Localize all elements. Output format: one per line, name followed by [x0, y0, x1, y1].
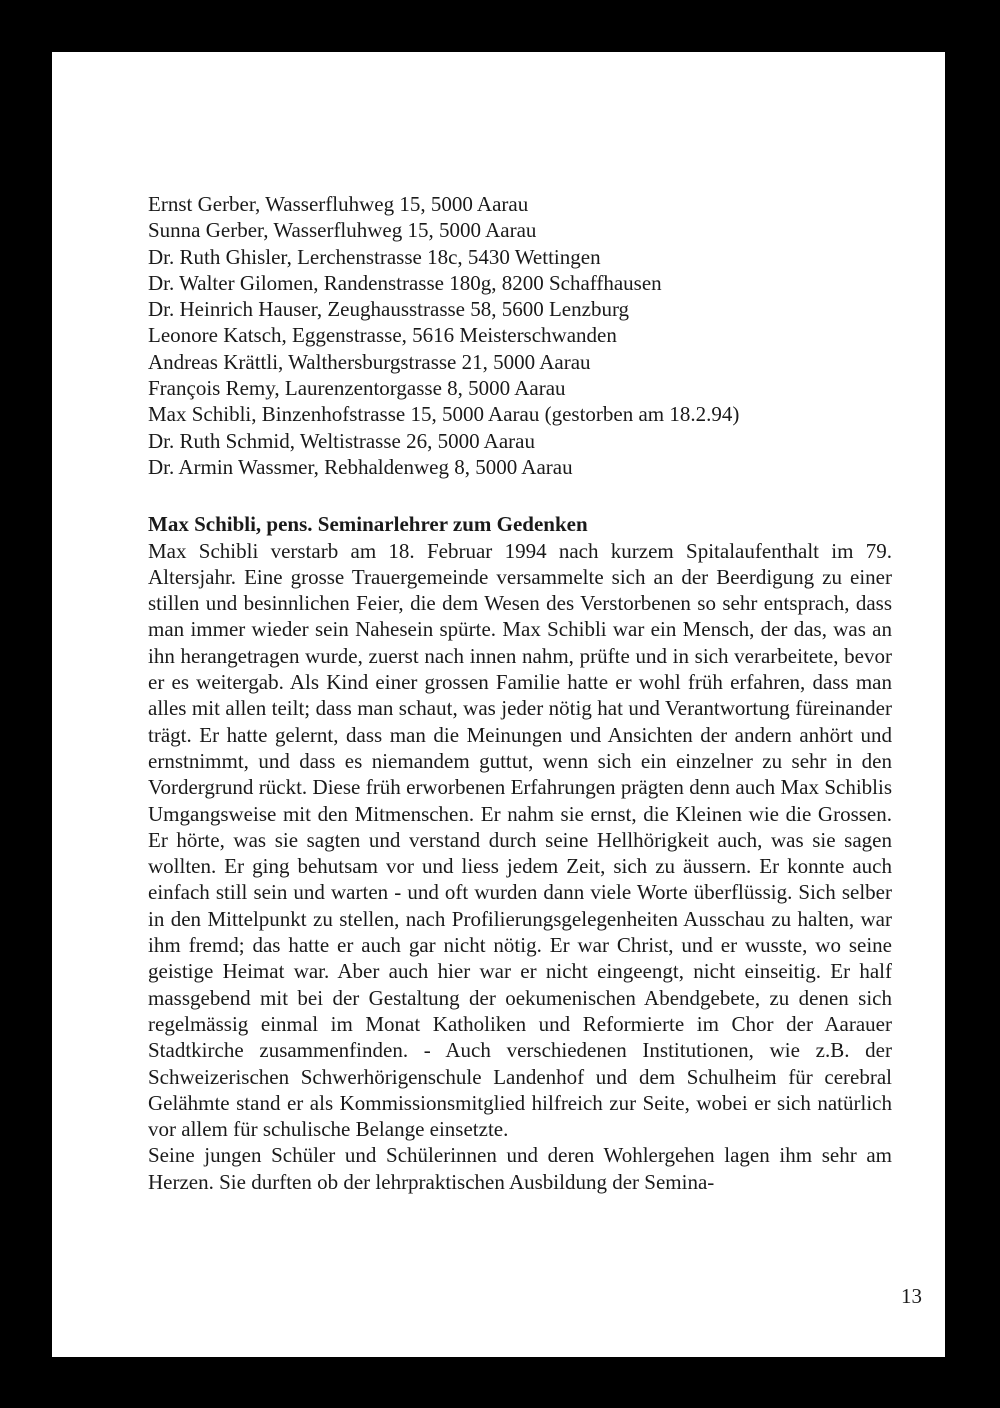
address-line: Max Schibli, Binzenhofstrasse 15, 5000 Aarau (gestorben am 18.2.94) — [148, 402, 740, 427]
address-line: Sunna Gerber, Wasserfluhweg 15, 5000 Aarau — [148, 218, 537, 243]
address-line: Ernst Gerber, Wasserfluhweg 15, 5000 Aarau — [148, 192, 529, 216]
article-body — [148, 538, 892, 1195]
address-line: Leonore Katsch, Eggenstrasse, 5616 Meisterschwanden — [148, 323, 617, 348]
address-line: Dr. Ruth Ghisler, Lerchenstrasse 18c, 5430 Wettingen — [148, 244, 601, 269]
address-line: Dr. Armin Wassmer, Rebhaldenweg 8, 5000 Aarau — [148, 454, 573, 479]
address-line: François Remy, Laurenzentorgasse 8, 5000 Aarau — [148, 376, 566, 401]
document-page — [52, 52, 945, 1357]
article-heading: Max Schibli, pens. Seminarlehrer zum Gedenken — [148, 512, 588, 537]
address-line: Dr. Heinrich Hauser, Zeughausstrasse 58, 5600 Lenzburg — [148, 297, 630, 322]
address-line: Dr. Walter Gilomen, Randenstrasse 180g, 8200 Schaffhausen — [148, 270, 662, 295]
address-line: Dr. Ruth Schmid, Weltistrasse 26, 5000 Aarau — [148, 428, 535, 453]
page-number: 13 — [901, 1284, 922, 1308]
address-list — [148, 191, 892, 480]
article-paragraph: Max Schibli verstarb am 18. Februar 1994 nach kurzem Spitalaufenthalt im 79. Altersjahr. Eine grosse Trauergemeinde versammelte sich an der Beerdigung zu einer stillen und besinnlichen Feier, die dem Wesen des Verstorbenen so sehr entsprach, dass man immer wieder sein Nahesein spürte. Max Schibli war ein Mensch, der das, was an ihn herangetragen wurde, zuerst nach innen nahm, prüfte und in sich verarbeitete, bevor er es weitergab. Als Kind einer grossen Familie hatte er wohl früh erfahren, dass man alles mit allen teilt; dass man schaut, was jeder nötig hat und Verantwortung füreinander trägt. Er hatte gelernt, dass man die Meinungen und Ansichten der andern anhört und ernstnimmt, und dass es niemandem guttut, wenn sich ein einzelner zu sehr in den Vordergrund rückt. Diese früh erworbenen Erfahrungen prägten denn auch Max Schiblis Umgangsweise mit den Mitmenschen. Er nahm sie ernst, die Kleinen wie die Grossen. Er hörte, was sie sagten und verstand durch seine Hellhörigkeit auch, was sie sagen wollten. Er ging behutsam vor und liess jedem Zeit, sich zu äussern. Er konnte auch einfach still sein und warten - und oft wurden dann viele Worte überflüssig. Sich selber in den Mittelpunkt zu stellen, nach Profilierungsgelegenheiten Ausschau zu halten, war ihm fremd; das hatte er auch gar nicht nötig. Er war Christ, und er wusste, wo seine geistige Heimat war. Aber auch hier war er nicht eingeengt, nicht einseitig. Er half massgebend mit bei der Gestaltung der oekumenischen Abendgebete, zu denen sich regelmässig einmal im Monat Katholiken und Reformierte im Chor der Aarauer Stadtkirche zusammenfinden. - Auch verschiedenen Institutionen, wie z.B. der Schweizerischen Schwerhörigenschule Landenhof und dem Schulheim für cerebral Gelähmte stand er als Kommissionsmitglied hilfreich zur Seite, wobei er sich natürlich vor allem für schulische Belange einsetzte. — [148, 538, 892, 1142]
address-line: Andreas Krättli, Walthersburgstrasse 21, 5000 Aarau — [148, 349, 591, 374]
page-content — [148, 191, 892, 1195]
article-paragraph: Seine jungen Schüler und Schülerinnen und deren Wohlergehen lagen ihm sehr am Herzen. Sie durften ob der lehrpraktischen Ausbildung der Semina- — [148, 1143, 892, 1194]
